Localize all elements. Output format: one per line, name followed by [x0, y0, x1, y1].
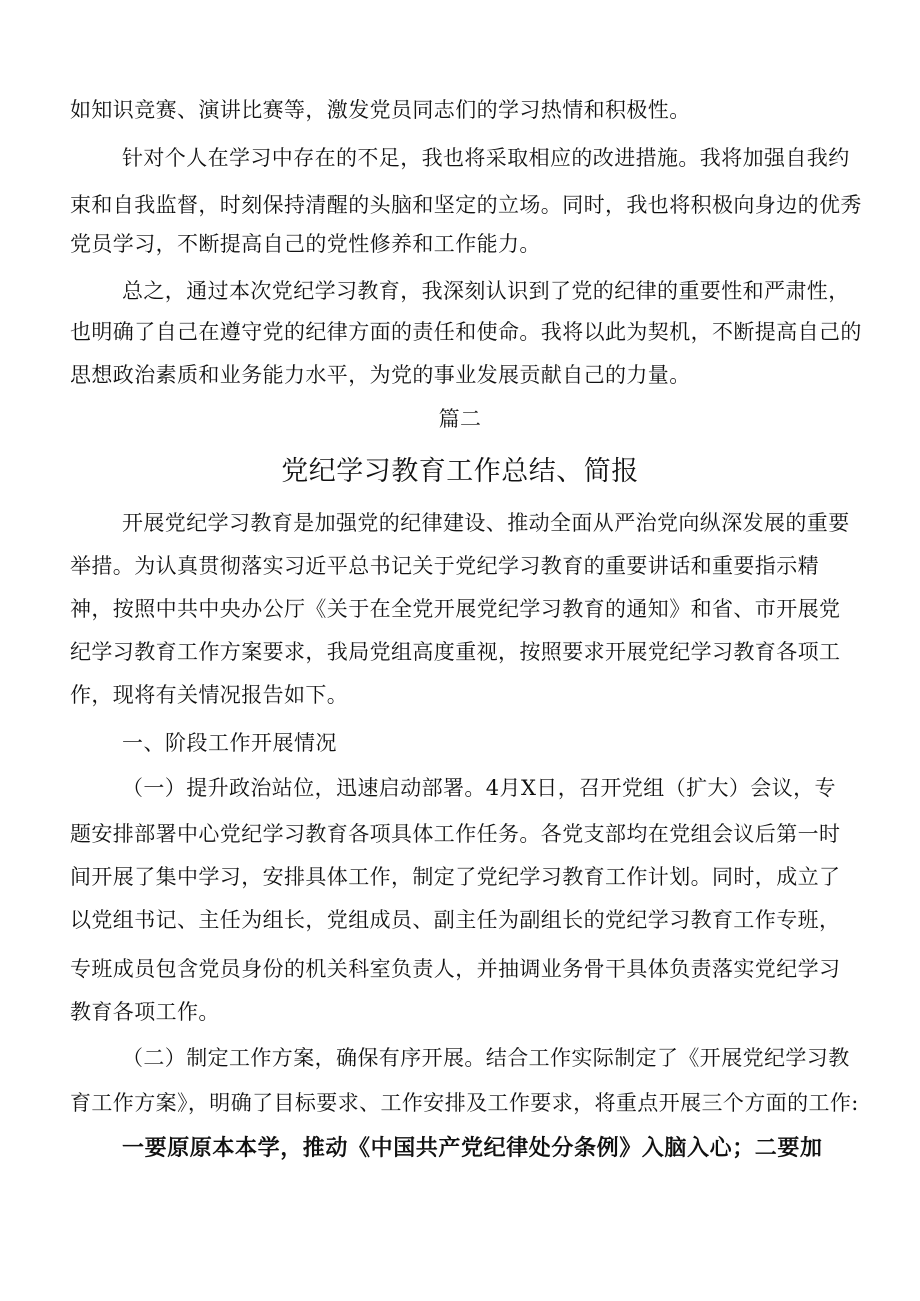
document-title: 党纪学习教育工作总结、简报 [281, 456, 639, 487]
paragraph-5-line-1: （一）提升政治站位，迅速启动部署。4月X日，召开党组（扩大）会议，专 [122, 776, 836, 800]
paragraph-3-line-2: 也明确了自己在遵守党的纪律方面的责任和使命。我将以此为契机，不断提高自己的 [70, 320, 862, 344]
paragraph-4-line-5: 作，现将有关情况报告如下。 [70, 683, 349, 707]
paragraph-1-line-1: 如知识竞赛、演讲比赛等，激发党员同志们的学习热情和积极性。 [70, 98, 691, 122]
paragraph-4-line-2: 举措。为认真贯彻落实习近平总书记关于党纪学习教育的重要讲话和重要指示精 [70, 554, 819, 578]
paragraph-4-line-4: 纪学习教育工作方案要求，我局党组高度重视，按照要求开展党纪学习教育各项工 [70, 640, 841, 664]
section-label: 篇二 [438, 407, 482, 431]
paragraph-6-line-2: 育工作方案》，明确了目标要求、工作安排及工作要求，将重点开展三个方面的工作: [70, 1091, 859, 1115]
paragraph-3-line-1: 总之，通过本次党纪学习教育，我深刻认识到了党的纪律的重要性和严肃性， [122, 279, 850, 303]
paragraph-3-line-3: 思想政治素质和业务能力水平，为党的事业发展贡献自己的力量。 [70, 363, 691, 387]
paragraph-5-line-4: 以党组书记、主任为组长，党组成员、副主任为副组长的党纪学习教育工作专班， [70, 908, 841, 932]
paragraph-5-line-3: 间开展了集中学习，安排具体工作，制定了党纪学习教育工作计划。同时，成立了 [70, 865, 841, 889]
paragraph-5-line-5: 专班成员包含党员身份的机关科室负责人，并抽调业务骨干具体负责落实党纪学习 [70, 957, 841, 981]
paragraph-4-line-3: 神，按照中共中央办公厅《关于在全党开展党纪学习教育的通知》和省、市开展党 [70, 597, 841, 621]
paragraph-2-line-1: 针对个人在学习中存在的不足，我也将采取相应的改进措施。我将加强自我约 [122, 146, 850, 170]
paragraph-5-line-6: 教育各项工作。 [70, 1000, 220, 1024]
paragraph-2-line-3: 党员学习，不断提高自己的党性修养和工作能力。 [70, 232, 541, 256]
section-heading-1: 一、阶段工作开展情况 [122, 731, 337, 755]
paragraph-6-line-1: （二）制定工作方案，确保有序开展。结合工作实际制定了《开展党纪学习教 [122, 1046, 850, 1070]
paragraph-7-line-1: 一要原原本本学，推动《中国共产党纪律处分条例》入脑入心；二要加 [122, 1136, 823, 1161]
paragraph-4-line-1: 开展党纪学习教育是加强党的纪律建设、推动全面从严治党向纵深发展的重要 [122, 511, 850, 535]
paragraph-2-line-2: 束和自我监督，时刻保持清醒的头脑和坚定的立场。同时，我也将积极向身边的优秀 [70, 193, 862, 217]
paragraph-5-line-2: 题安排部署中心党纪学习教育各项具体工作任务。各党支部均在党组会议后第一时 [70, 822, 841, 846]
